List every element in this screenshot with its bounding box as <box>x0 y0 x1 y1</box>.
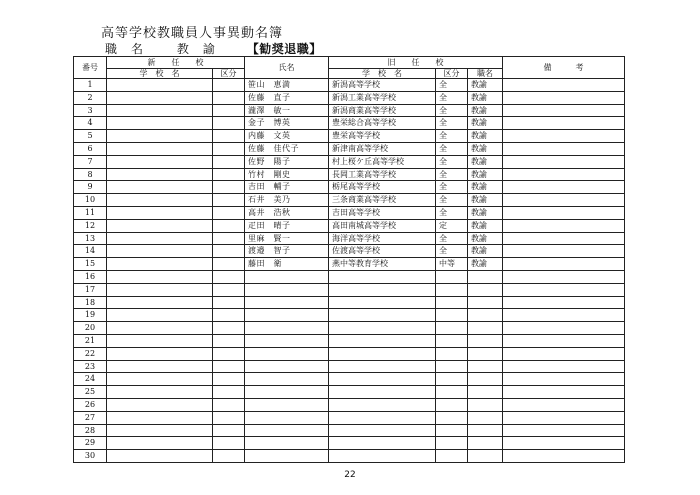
row-number: 28 <box>74 424 107 437</box>
name-cell: 佐藤 佳代子 <box>245 142 329 155</box>
table-row <box>74 309 625 322</box>
row-number: 29 <box>74 437 107 450</box>
old-school-cell: 新潟工業高等学校 <box>329 91 436 104</box>
new-division-cell <box>213 450 245 463</box>
name-cell: 金子 博英 <box>245 117 329 130</box>
row-number: 20 <box>74 322 107 335</box>
header-name: 氏名 <box>245 57 329 79</box>
old-division-cell: 全 <box>436 168 468 181</box>
old-division-cell <box>436 322 468 335</box>
old-school-cell: 村上桜ケ丘高等学校 <box>329 155 436 168</box>
remarks-cell <box>503 194 625 207</box>
old-title-cell: 教諭 <box>468 181 503 194</box>
new-school-cell <box>107 283 213 296</box>
row-number: 27 <box>74 411 107 424</box>
header-old-division: 区分 <box>436 69 468 79</box>
new-school-cell <box>107 155 213 168</box>
table-row <box>74 386 625 399</box>
old-division-cell: 全 <box>436 117 468 130</box>
table-row <box>74 373 625 386</box>
name-cell: 竹村 剛史 <box>245 168 329 181</box>
row-number: 8 <box>74 168 107 181</box>
row-number: 7 <box>74 155 107 168</box>
remarks-cell <box>503 296 625 309</box>
new-school-cell <box>107 168 213 181</box>
remarks-cell <box>503 79 625 92</box>
remarks-cell <box>503 245 625 258</box>
table-row <box>74 424 625 437</box>
header-remarks: 備 考 <box>503 57 625 79</box>
old-division-cell: 全 <box>436 181 468 194</box>
old-division-cell: 全 <box>436 194 468 207</box>
old-school-cell: 栃尾高等学校 <box>329 181 436 194</box>
name-cell <box>245 283 329 296</box>
table-row <box>74 155 625 168</box>
old-school-cell <box>329 450 436 463</box>
row-number: 24 <box>74 373 107 386</box>
name-cell <box>245 424 329 437</box>
name-cell: 笹山 恵満 <box>245 79 329 92</box>
old-school-cell <box>329 283 436 296</box>
new-school-cell <box>107 334 213 347</box>
old-school-cell: 新潟高等学校 <box>329 79 436 92</box>
old-title-cell: 教諭 <box>468 130 503 143</box>
header-number: 番号 <box>74 57 107 79</box>
table-row <box>74 347 625 360</box>
table-row <box>74 194 625 207</box>
row-number: 30 <box>74 450 107 463</box>
row-number: 13 <box>74 232 107 245</box>
table-row <box>74 79 625 92</box>
remarks-cell <box>503 373 625 386</box>
table-row <box>74 117 625 130</box>
name-cell <box>245 437 329 450</box>
new-division-cell <box>213 322 245 335</box>
row-number: 10 <box>74 194 107 207</box>
remarks-cell <box>503 219 625 232</box>
table-row <box>74 283 625 296</box>
remarks-cell <box>503 104 625 117</box>
remarks-cell <box>503 206 625 219</box>
name-cell <box>245 334 329 347</box>
row-number: 2 <box>74 91 107 104</box>
new-school-cell <box>107 194 213 207</box>
old-title-cell: 教諭 <box>468 245 503 258</box>
new-division-cell <box>213 181 245 194</box>
table-body <box>74 79 625 463</box>
new-division-cell <box>213 334 245 347</box>
new-school-cell <box>107 219 213 232</box>
row-number: 11 <box>74 206 107 219</box>
old-title-cell <box>468 437 503 450</box>
old-division-cell: 全 <box>436 232 468 245</box>
remarks-cell <box>503 424 625 437</box>
old-school-cell <box>329 424 436 437</box>
row-number: 21 <box>74 334 107 347</box>
old-school-cell <box>329 411 436 424</box>
table-row <box>74 142 625 155</box>
name-cell <box>245 411 329 424</box>
new-school-cell <box>107 117 213 130</box>
row-number: 6 <box>74 142 107 155</box>
new-division-cell <box>213 130 245 143</box>
old-school-cell <box>329 437 436 450</box>
old-division-cell <box>436 373 468 386</box>
new-school-cell <box>107 411 213 424</box>
new-school-cell <box>107 424 213 437</box>
remarks-cell <box>503 258 625 271</box>
old-title-cell <box>468 309 503 322</box>
table-row <box>74 296 625 309</box>
old-school-cell: 新津南高等学校 <box>329 142 436 155</box>
new-division-cell <box>213 411 245 424</box>
new-school-cell <box>107 450 213 463</box>
table-row <box>74 398 625 411</box>
new-school-cell <box>107 270 213 283</box>
new-division-cell <box>213 79 245 92</box>
old-division-cell: 中等 <box>436 258 468 271</box>
name-cell <box>245 270 329 283</box>
old-school-cell <box>329 309 436 322</box>
new-division-cell <box>213 309 245 322</box>
name-cell: 里麻 賢一 <box>245 232 329 245</box>
name-cell: 瀧澤 敏一 <box>245 104 329 117</box>
header-new-school-name: 学 校 名 <box>107 69 213 79</box>
row-number: 22 <box>74 347 107 360</box>
old-title-cell: 教諭 <box>468 79 503 92</box>
table-row <box>74 334 625 347</box>
remarks-cell <box>503 91 625 104</box>
remarks-cell <box>503 130 625 143</box>
old-school-cell: 豊栄総合高等学校 <box>329 117 436 130</box>
new-division-cell <box>213 142 245 155</box>
old-title-cell <box>468 283 503 296</box>
new-division-cell <box>213 219 245 232</box>
new-division-cell <box>213 155 245 168</box>
job-title-value: 教諭 <box>176 42 229 56</box>
row-number: 17 <box>74 283 107 296</box>
new-division-cell <box>213 424 245 437</box>
name-cell <box>245 398 329 411</box>
old-division-cell <box>436 386 468 399</box>
new-division-cell <box>213 245 245 258</box>
table-row <box>74 411 625 424</box>
row-number: 23 <box>74 360 107 373</box>
name-cell <box>245 386 329 399</box>
name-cell: 石井 美乃 <box>245 194 329 207</box>
row-number: 4 <box>74 117 107 130</box>
table-row <box>74 181 625 194</box>
name-cell: 佐藤 直子 <box>245 91 329 104</box>
new-school-cell <box>107 130 213 143</box>
name-cell <box>245 373 329 386</box>
row-number: 5 <box>74 130 107 143</box>
remarks-cell <box>503 322 625 335</box>
name-cell: 内藤 文英 <box>245 130 329 143</box>
old-school-cell <box>329 373 436 386</box>
name-cell <box>245 322 329 335</box>
table-row <box>74 258 625 271</box>
new-school-cell <box>107 142 213 155</box>
name-cell <box>245 450 329 463</box>
remarks-cell <box>503 360 625 373</box>
old-title-cell: 教諭 <box>468 104 503 117</box>
old-title-cell <box>468 322 503 335</box>
old-school-cell: 吉田高等学校 <box>329 206 436 219</box>
new-school-cell <box>107 437 213 450</box>
old-title-cell <box>468 398 503 411</box>
new-school-cell <box>107 206 213 219</box>
remarks-cell <box>503 283 625 296</box>
new-school-cell <box>107 309 213 322</box>
old-division-cell: 全 <box>436 142 468 155</box>
new-school-cell <box>107 322 213 335</box>
old-title-cell <box>468 296 503 309</box>
old-division-cell <box>436 437 468 450</box>
remarks-cell <box>503 450 625 463</box>
new-division-cell <box>213 360 245 373</box>
old-division-cell: 全 <box>436 245 468 258</box>
new-school-cell <box>107 347 213 360</box>
row-number: 14 <box>74 245 107 258</box>
old-title-cell <box>468 360 503 373</box>
old-title-cell: 教諭 <box>468 194 503 207</box>
table-row <box>74 245 625 258</box>
remarks-cell <box>503 309 625 322</box>
row-number: 26 <box>74 398 107 411</box>
new-division-cell <box>213 283 245 296</box>
old-title-cell: 教諭 <box>468 142 503 155</box>
table-row <box>74 232 625 245</box>
remarks-cell <box>503 334 625 347</box>
name-cell <box>245 347 329 360</box>
old-title-cell: 教諭 <box>468 168 503 181</box>
old-school-cell: 高田南城高等学校 <box>329 219 436 232</box>
old-school-cell: 三条商業高等学校 <box>329 194 436 207</box>
remarks-cell <box>503 181 625 194</box>
old-division-cell <box>436 296 468 309</box>
old-school-cell: 新潟商業高等学校 <box>329 104 436 117</box>
old-title-cell: 教諭 <box>468 219 503 232</box>
new-school-cell <box>107 181 213 194</box>
new-division-cell <box>213 373 245 386</box>
old-title-cell <box>468 424 503 437</box>
header-old-school-name: 学 校 名 <box>329 69 436 79</box>
name-cell: 吉田 輔子 <box>245 181 329 194</box>
old-school-cell <box>329 270 436 283</box>
old-school-cell <box>329 334 436 347</box>
old-division-cell <box>436 424 468 437</box>
old-school-cell: 佐渡高等学校 <box>329 245 436 258</box>
remarks-cell <box>503 155 625 168</box>
header-new-school: 新 任 校 <box>107 57 245 69</box>
table-row <box>74 219 625 232</box>
new-division-cell <box>213 296 245 309</box>
old-division-cell <box>436 283 468 296</box>
new-school-cell <box>107 398 213 411</box>
new-division-cell <box>213 398 245 411</box>
old-division-cell <box>436 270 468 283</box>
name-cell <box>245 296 329 309</box>
remarks-cell <box>503 437 625 450</box>
job-title-label: 職名 <box>105 42 158 56</box>
table-row <box>74 437 625 450</box>
old-title-cell <box>468 411 503 424</box>
header-old-title: 職名 <box>468 69 503 79</box>
row-number: 19 <box>74 309 107 322</box>
old-title-cell: 教諭 <box>468 117 503 130</box>
old-school-cell <box>329 347 436 360</box>
document-subtitle <box>105 40 322 57</box>
old-division-cell: 全 <box>436 104 468 117</box>
old-title-cell <box>468 450 503 463</box>
old-division-cell <box>436 450 468 463</box>
old-school-cell: 豊栄高等学校 <box>329 130 436 143</box>
new-division-cell <box>213 347 245 360</box>
old-title-cell <box>468 347 503 360</box>
new-division-cell <box>213 168 245 181</box>
new-division-cell <box>213 437 245 450</box>
personnel-table <box>73 56 625 463</box>
old-school-cell: 燕中等教育学校 <box>329 258 436 271</box>
remarks-cell <box>503 386 625 399</box>
row-number: 9 <box>74 181 107 194</box>
remarks-cell <box>503 232 625 245</box>
remarks-cell <box>503 117 625 130</box>
old-title-cell: 教諭 <box>468 232 503 245</box>
new-school-cell <box>107 91 213 104</box>
new-division-cell <box>213 194 245 207</box>
new-division-cell <box>213 104 245 117</box>
old-division-cell: 定 <box>436 219 468 232</box>
name-cell: 佐野 陽子 <box>245 155 329 168</box>
row-number: 12 <box>74 219 107 232</box>
table-row <box>74 206 625 219</box>
header-new-division: 区分 <box>213 69 245 79</box>
old-division-cell <box>436 347 468 360</box>
row-number: 25 <box>74 386 107 399</box>
old-division-cell: 全 <box>436 130 468 143</box>
old-division-cell <box>436 309 468 322</box>
row-number: 3 <box>74 104 107 117</box>
old-title-cell <box>468 334 503 347</box>
old-school-cell <box>329 360 436 373</box>
remarks-cell <box>503 270 625 283</box>
table-row <box>74 450 625 463</box>
remarks-cell <box>503 168 625 181</box>
old-title-cell <box>468 386 503 399</box>
old-division-cell: 全 <box>436 91 468 104</box>
row-number: 18 <box>74 296 107 309</box>
row-number: 15 <box>74 258 107 271</box>
new-school-cell <box>107 360 213 373</box>
old-school-cell <box>329 322 436 335</box>
table-row <box>74 270 625 283</box>
old-school-cell <box>329 386 436 399</box>
name-cell: 藤田 衛 <box>245 258 329 271</box>
old-title-cell <box>468 373 503 386</box>
new-division-cell <box>213 258 245 271</box>
page-number: 22 <box>344 470 356 480</box>
name-cell <box>245 360 329 373</box>
name-cell: 疋田 晴子 <box>245 219 329 232</box>
table-row <box>74 104 625 117</box>
old-title-cell <box>468 270 503 283</box>
new-school-cell <box>107 373 213 386</box>
new-school-cell <box>107 258 213 271</box>
new-school-cell <box>107 245 213 258</box>
name-cell: 高井 浩秋 <box>245 206 329 219</box>
document-title: 高等学校教職員人事異動名簿 <box>101 26 284 41</box>
old-title-cell: 教諭 <box>468 258 503 271</box>
row-number: 16 <box>74 270 107 283</box>
old-school-cell <box>329 398 436 411</box>
header-old-school: 旧 任 校 <box>329 57 503 69</box>
old-division-cell <box>436 360 468 373</box>
new-division-cell <box>213 386 245 399</box>
new-school-cell <box>107 296 213 309</box>
new-school-cell <box>107 79 213 92</box>
table-row <box>74 91 625 104</box>
table-row <box>74 168 625 181</box>
new-division-cell <box>213 206 245 219</box>
old-division-cell <box>436 411 468 424</box>
new-division-cell <box>213 117 245 130</box>
old-division-cell: 全 <box>436 79 468 92</box>
name-cell <box>245 309 329 322</box>
old-title-cell: 教諭 <box>468 91 503 104</box>
table-row <box>74 130 625 143</box>
remarks-cell <box>503 347 625 360</box>
remarks-cell <box>503 398 625 411</box>
old-division-cell <box>436 334 468 347</box>
old-division-cell: 全 <box>436 206 468 219</box>
new-school-cell <box>107 104 213 117</box>
table-row <box>74 360 625 373</box>
new-division-cell <box>213 91 245 104</box>
old-division-cell <box>436 398 468 411</box>
remarks-cell <box>503 142 625 155</box>
old-school-cell <box>329 296 436 309</box>
new-division-cell <box>213 232 245 245</box>
new-division-cell <box>213 270 245 283</box>
transfer-kind: 【勧奨退職】 <box>246 42 322 56</box>
old-school-cell: 海洋高等学校 <box>329 232 436 245</box>
new-school-cell <box>107 232 213 245</box>
name-cell: 渡邉 智子 <box>245 245 329 258</box>
old-division-cell: 全 <box>436 155 468 168</box>
remarks-cell <box>503 411 625 424</box>
table-row <box>74 322 625 335</box>
old-school-cell: 長岡工業高等学校 <box>329 168 436 181</box>
new-school-cell <box>107 386 213 399</box>
old-title-cell: 教諭 <box>468 206 503 219</box>
row-number: 1 <box>74 79 107 92</box>
old-title-cell: 教諭 <box>468 155 503 168</box>
